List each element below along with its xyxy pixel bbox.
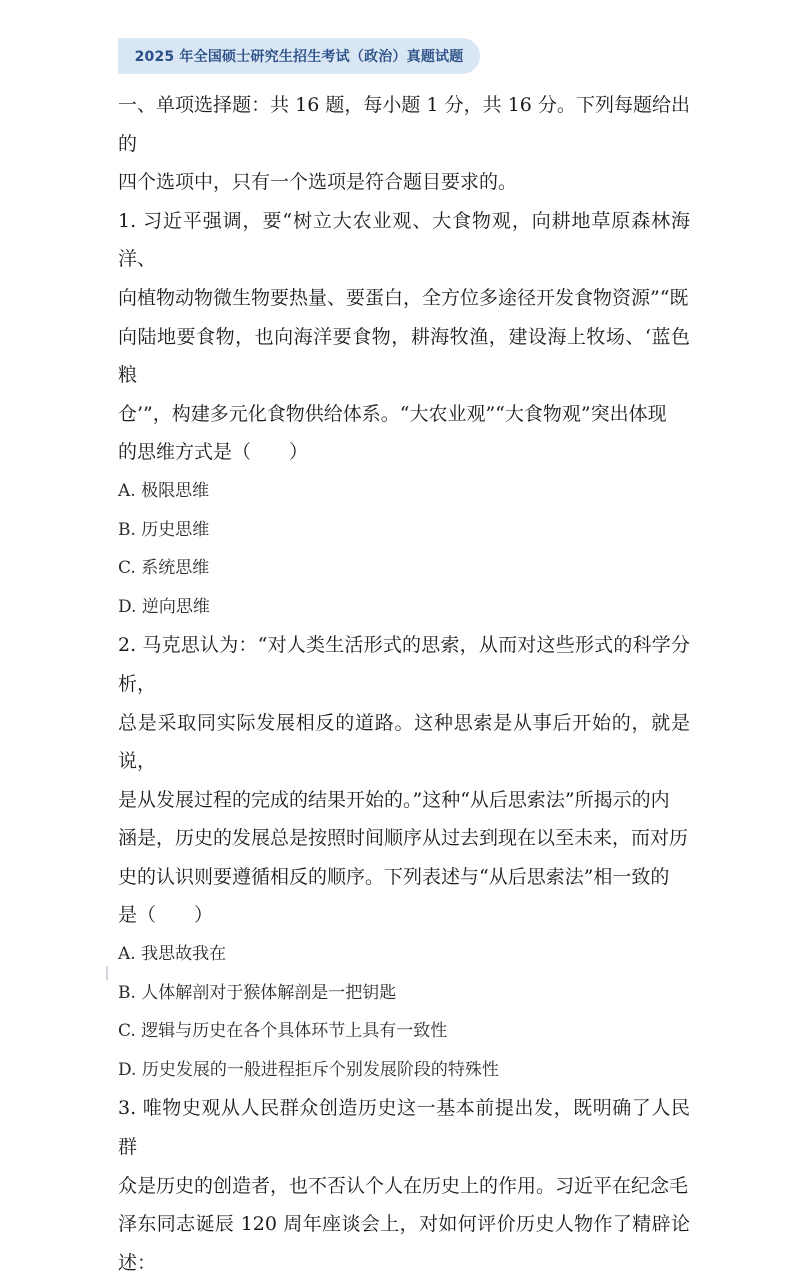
option-b: B. 人体解剖对于猴体解剖是一把钥匙 — [118, 982, 397, 1003]
question-1 — [118, 202, 690, 627]
question-line: 众是历史的创造者，也不否认个人在历史上的作用。习近平在纪念毛 — [118, 1174, 689, 1197]
question-line: 3. 唯物史观从人民群众创造历史这一基本前提出发，既明确了人民群 — [118, 1097, 690, 1159]
option-c: C. 系统思维 — [118, 558, 210, 579]
question-3 — [118, 1089, 690, 1282]
option-c: C. 逻辑与历史在各个具体环节上具有一致性 — [118, 1021, 448, 1042]
page-header-banner — [118, 38, 480, 74]
question-line: 是（ ） — [118, 904, 214, 927]
document-body — [118, 86, 690, 1282]
section-intro — [118, 86, 690, 202]
question-line: 向植物动物微生物要热量、要蛋白，全方位多途径开发食物资源”“既 — [118, 286, 689, 309]
option-a: A. 极限思维 — [118, 480, 210, 501]
question-line: 的思维方式是（ ） — [118, 441, 309, 464]
exam-title: 2025 年全国硕士研究生招生考试（政治）真题试题 — [134, 49, 464, 65]
question-2 — [118, 626, 690, 1089]
page-edge-mark — [106, 966, 108, 980]
question-line: 向陆地要食物，也向海洋要食物，耕海牧渔，建设海上牧场、‘蓝色粮 — [118, 325, 690, 387]
question-line: 1. 习近平强调，要“树立大农业观、大食物观，向耕地草原森林海洋、 — [118, 209, 690, 271]
question-line: 泽东同志诞辰 120 周年座谈会上，对如何评价历史人物作了精辟论述： — [118, 1213, 690, 1274]
option-b: B. 历史思维 — [118, 519, 210, 540]
option-d: D. 历史发展的一般进程拒斥个别发展阶段的特殊性 — [118, 1059, 499, 1080]
intro-line: 一、单项选择题：共 16 题，每小题 1 分，共 16 分。下列每题给出的 — [118, 94, 690, 155]
option-d: D. 逆向思维 — [118, 596, 210, 617]
question-line: 2. 马克思认为：“对人类生活形式的思索，从而对这些形式的科学分析， — [118, 634, 690, 695]
intro-line: 四个选项中，只有一个选项是符合题目要求的。 — [118, 171, 518, 194]
question-line: 涵是，历史的发展总是按照时间顺序从过去到现在以至未来，而对历 — [118, 827, 689, 850]
question-line: 是从发展过程的完成的结果开始的。”这种“从后思索法”所揭示的内 — [118, 788, 670, 811]
option-a: A. 我思故我在 — [118, 944, 227, 965]
question-line: 仓’”，构建多元化食物供给体系。“大农业观”“大食物观”突出体现 — [118, 402, 667, 425]
question-line: 总是采取同实际发展相反的道路。这种思索是从事后开始的，就是说， — [118, 711, 690, 773]
question-line: 史的认识则要遵循相反的顺序。下列表述与“从后思索法”相一致的 — [118, 865, 670, 888]
